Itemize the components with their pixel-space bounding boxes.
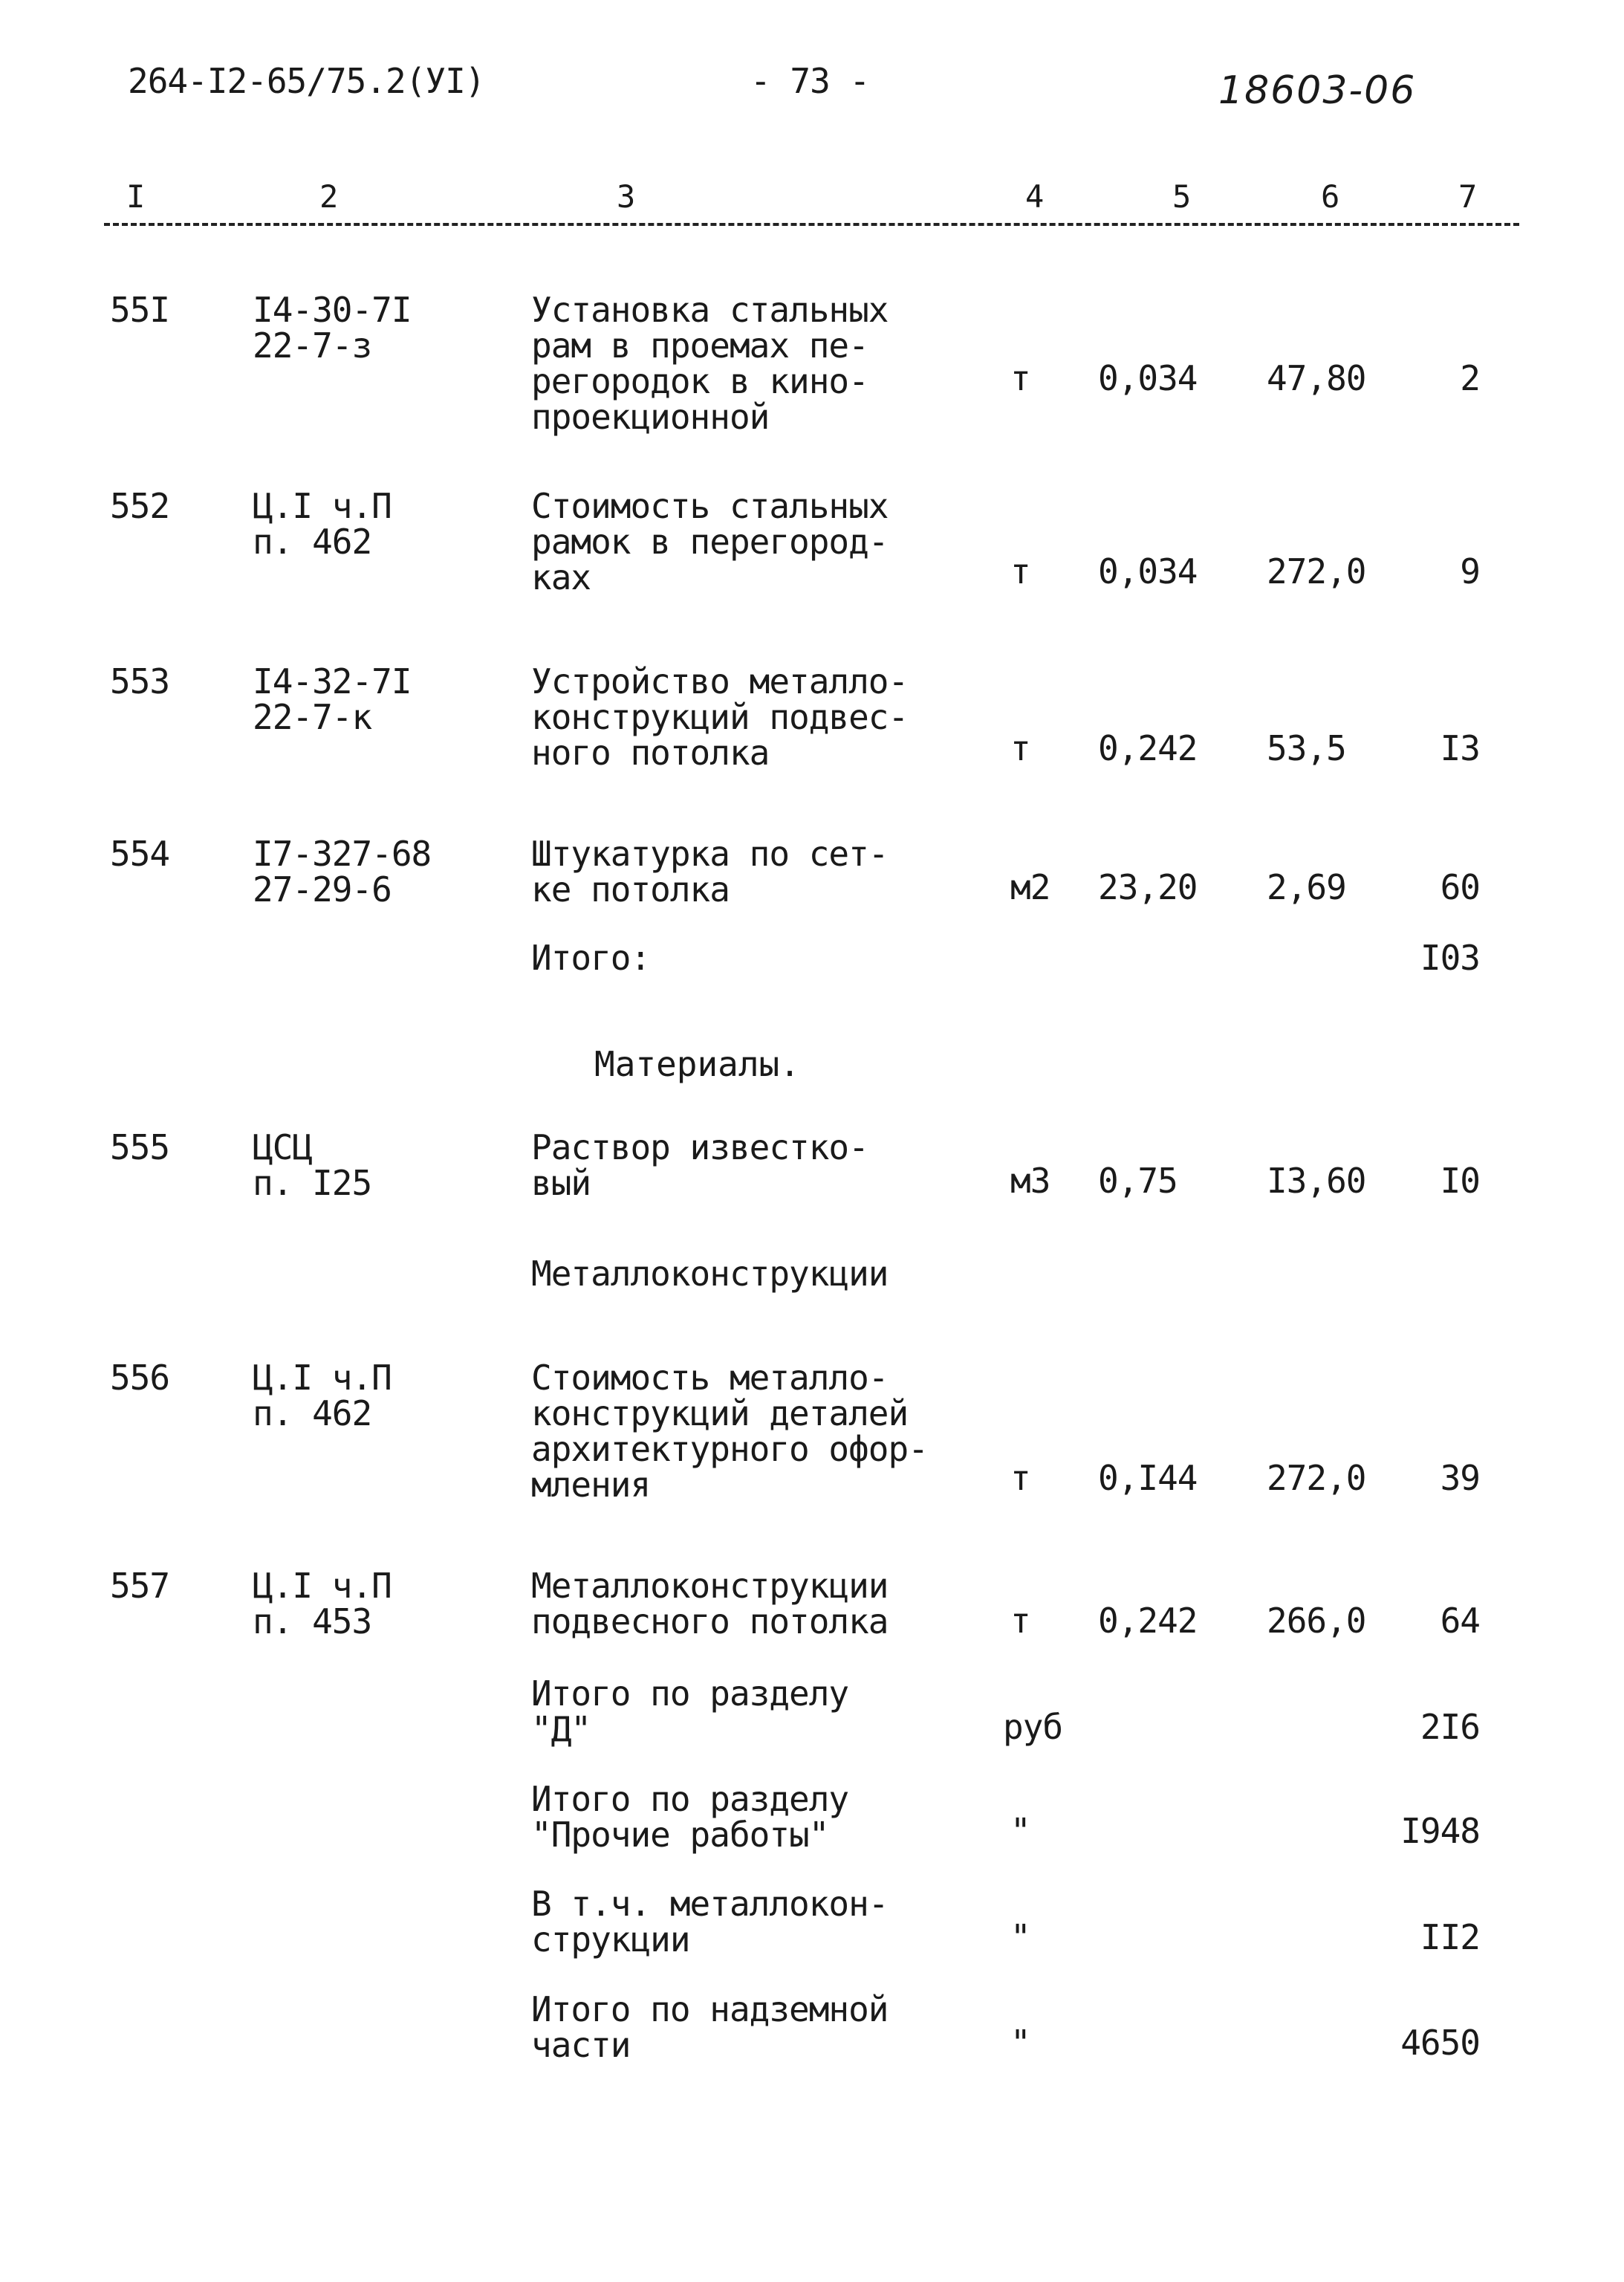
unit: т: [1010, 1458, 1030, 1498]
item-description: Металлоконструкции подвесного потолка: [531, 1566, 889, 1641]
total-label: Итого по надземной части: [531, 1989, 889, 2065]
unit-price: 266,0: [1267, 1601, 1366, 1641]
unit: т: [1010, 551, 1030, 591]
norm-reference: Ц.I ч.П п. 462: [253, 1358, 392, 1433]
total-cost: 39: [1440, 1458, 1480, 1498]
ditto-mark: ": [1010, 1811, 1030, 1851]
unit-price: 272,0: [1267, 1458, 1366, 1498]
column-header-2: 2: [319, 178, 339, 215]
total-cost: I3: [1440, 728, 1480, 768]
unit: т: [1010, 728, 1030, 768]
item-description: Штукатурка по сет- ке потолка: [531, 834, 889, 910]
norm-reference: ЦСЦ п. I25: [253, 1127, 372, 1203]
quantity: 0,034: [1098, 551, 1198, 591]
quantity: 23,20: [1098, 867, 1198, 907]
header-dashed-rule: [104, 223, 1519, 226]
quantity: 0,034: [1098, 358, 1198, 398]
total-unit: руб: [1003, 1707, 1063, 1747]
ditto-mark: ": [1010, 1917, 1030, 1957]
quantity: 0,I44: [1098, 1458, 1198, 1498]
page-number: - 73 -: [750, 61, 870, 101]
item-description: Стоимость стальных рамок в перегород- ках: [531, 486, 889, 597]
total-cost: 64: [1440, 1601, 1480, 1641]
total-cost: 9: [1460, 551, 1480, 591]
unit-price: 272,0: [1267, 551, 1366, 591]
ditto-mark: ": [1010, 2023, 1030, 2063]
total-cost: I0: [1440, 1161, 1480, 1201]
unit: м3: [1010, 1161, 1050, 1201]
unit-price: 53,5: [1267, 728, 1346, 768]
total-label: В т.ч. металлокон- струкции: [531, 1884, 889, 1960]
column-header-5: 5: [1172, 178, 1192, 215]
item-description: Стоимость металло- конструкций деталей архитектурного офор- мления: [531, 1358, 928, 1505]
subheading-metal-structures: Металлоконструкции: [531, 1254, 889, 1294]
row-number: 555: [110, 1127, 170, 1167]
section-heading-materials: Материалы.: [594, 1044, 800, 1084]
unit: т: [1010, 358, 1030, 398]
unit-price: I3,60: [1267, 1161, 1366, 1201]
item-description: Установка стальных рам в проемах пе- регородок в кино- проекционной: [531, 290, 889, 437]
total-value: I948: [1400, 1811, 1480, 1851]
quantity: 0,242: [1098, 728, 1198, 768]
total-label: Итого по разделу "Д": [531, 1673, 849, 1749]
item-description: Раствор известко- вый: [531, 1127, 868, 1203]
column-header-1: I: [126, 178, 146, 215]
column-header-3: 3: [617, 178, 636, 215]
unit: т: [1010, 1601, 1030, 1641]
quantity: 0,75: [1098, 1161, 1178, 1201]
norm-reference: Ц.I ч.П п. 462: [253, 486, 392, 562]
total-value: 4650: [1400, 2023, 1480, 2063]
column-header-7: 7: [1458, 178, 1478, 215]
total-value: II2: [1420, 1917, 1480, 1957]
quantity: 0,242: [1098, 1601, 1198, 1641]
handwritten-code: 18603-06: [1218, 68, 1417, 113]
row-number: 556: [110, 1358, 170, 1398]
norm-reference: I4-32-7I 22-7-к: [253, 661, 412, 737]
norm-reference: Ц.I ч.П п. 453: [253, 1566, 392, 1641]
column-header-6: 6: [1321, 178, 1340, 215]
unit-price: 47,80: [1267, 358, 1366, 398]
row-number: 553: [110, 661, 170, 701]
row-number: 554: [110, 834, 170, 874]
row-number: 552: [110, 486, 170, 526]
row-number: 557: [110, 1566, 170, 1606]
total-label: Итого по разделу "Прочие работы": [531, 1779, 849, 1855]
column-header-4: 4: [1025, 178, 1045, 215]
row-number: 55I: [110, 290, 170, 330]
total-cost: 2: [1460, 358, 1480, 398]
unit-price: 2,69: [1267, 867, 1346, 907]
norm-reference: I7-327-68 27-29-6: [253, 834, 432, 910]
subtotal-label: Итого:: [531, 938, 651, 978]
column-header-row: [0, 178, 1624, 223]
document-code: 264-I2-65/75.2(УI): [128, 61, 485, 101]
total-cost: 60: [1440, 867, 1480, 907]
total-value: 2I6: [1420, 1707, 1480, 1747]
item-description: Устройство металло- конструкций подвес- ного потолка: [531, 661, 909, 773]
norm-reference: I4-30-7I 22-7-з: [253, 290, 412, 366]
subtotal-value: I03: [1420, 938, 1480, 978]
unit: м2: [1010, 867, 1050, 907]
